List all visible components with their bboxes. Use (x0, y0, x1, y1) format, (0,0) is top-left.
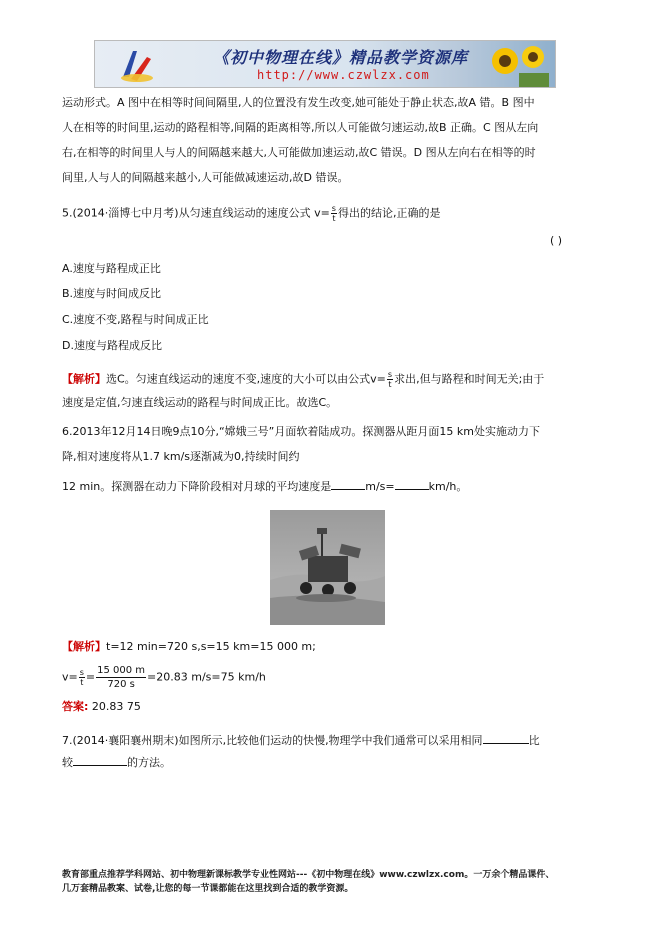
answer-blank[interactable] (395, 478, 429, 490)
lunar-rover-photo (270, 510, 385, 625)
option-a: A.速度与路程成正比 (62, 262, 161, 275)
paragraph-line: 人在相等的时间里,运动的路程相等,间隔的距离相等,所以人可能做匀速运动,故B 正确。C 图从左向 (62, 121, 539, 134)
option-d: D.速度与路程成反比 (62, 339, 162, 352)
formula-text: v= (62, 670, 78, 684)
unit-text: km/h。 (428, 480, 468, 493)
fraction-denominator: 720 s (107, 679, 135, 690)
answer-label: 答案: (62, 700, 89, 713)
unit-text: m/s= (365, 480, 395, 493)
header-banner (94, 40, 556, 88)
question-7-text: 较 (62, 756, 73, 769)
banner-title: 《初中物理在线》精品教学资源库 (213, 48, 469, 67)
analysis-label: 【解析】 (62, 372, 106, 386)
analysis-5-line2: 速度是定值,匀速直线运动的路程与时间成正比。故选C。 (62, 396, 338, 409)
analysis-text-end: 求出,但与路程和时间无关;由于 (394, 372, 545, 386)
formula-fraction (331, 204, 337, 223)
question-5-stem (62, 204, 440, 223)
question-6-line3 (62, 478, 467, 494)
analysis-text: t=12 min=720 s,s=15 km=15 000 m; (106, 640, 316, 653)
question-6-line2: 降,相对速度将从1.7 km/s逐渐减为0,持续时间约 (62, 450, 300, 463)
fraction-denominator: t (332, 214, 336, 223)
question-7-text: 的方法。 (127, 756, 171, 769)
page-footer (62, 868, 622, 896)
question-5-text-end: 得出的结论,正确的是 (337, 206, 441, 220)
answer-parentheses: ( ) (550, 234, 563, 247)
paragraph-line: 右,在相等的时间里人与人的间隔越来越大,人可能做加速运动,故C 错误。D 图从左向右在相等的时 (62, 146, 536, 159)
sunflower-icon (489, 43, 549, 87)
question-6-line1: 6.2013年12月14日晚9点10分,“嫦娥三号”月面软着陆成功。探测器从距月面15 km处实施动力下 (62, 425, 540, 438)
analysis-label: 【解析】 (62, 640, 106, 653)
answer-6 (62, 700, 141, 714)
answer-blank[interactable] (483, 732, 529, 744)
formula-fraction (79, 668, 85, 687)
answer-blank[interactable] (331, 478, 365, 490)
answer-blank[interactable] (73, 754, 127, 766)
question-7-text: 7.(2014·襄阳襄州期末)如图所示,比较他们运动的快慢,物理学中我们通常可以采用相同 (62, 734, 483, 747)
footer-line: 几万套精品教案、试卷,让您的每一节课都能在这里找到合适的教学资源。 (62, 884, 354, 894)
paragraph-line: 间里,人与人的间隔越来越小,人可能做减速运动,故D 错误。 (62, 171, 349, 184)
site-logo-icon (117, 47, 157, 83)
footer-line: 教育部重点推荐学科网站、初中物理新课标教学专业性网站---《初中物理在线》www.czwlzx.com。一万余个精品课件、 (62, 870, 555, 880)
option-b: B.速度与时间成反比 (62, 287, 162, 300)
paragraph-line: 运动形式。A 图中在相等时间间隔里,人的位置没有发生改变,她可能处于静止状态,故A 错。B 图中 (62, 96, 535, 109)
analysis-text: 选C。匀速直线运动的速度不变,速度的大小可以由公式v= (106, 372, 386, 386)
formula-fraction (387, 370, 393, 389)
formula-text: = (85, 670, 96, 684)
fraction-denominator: t (388, 380, 392, 389)
question-5-text: 5.(2014·淄博七中月考)从匀速直线运动的速度公式 v= (62, 206, 330, 220)
question-7-text: 比 (528, 734, 540, 747)
banner-url[interactable]: http://www.czwlzx.com (257, 68, 430, 82)
fraction-numerator: 15 000 m (97, 665, 146, 676)
option-c: C.速度不变,路程与时间成正比 (62, 313, 209, 326)
question-7-line2 (62, 754, 171, 770)
analysis-5-line1 (62, 370, 544, 389)
analysis-6-line2 (62, 664, 266, 691)
question-6-text: 12 min。探测器在动力下降阶段相对月球的平均速度是 (62, 480, 332, 493)
fraction-numerator: s (79, 668, 84, 677)
formula-text: =20.83 m/s=75 km/h (147, 670, 266, 684)
formula-fraction (96, 664, 146, 691)
analysis-6-line1 (62, 640, 316, 654)
question-7-line1 (62, 732, 540, 748)
fraction-numerator: s (387, 370, 393, 379)
answer-value: 20.83 75 (91, 700, 141, 713)
fraction-numerator: s (331, 204, 336, 213)
fraction-denominator: t (80, 678, 84, 687)
